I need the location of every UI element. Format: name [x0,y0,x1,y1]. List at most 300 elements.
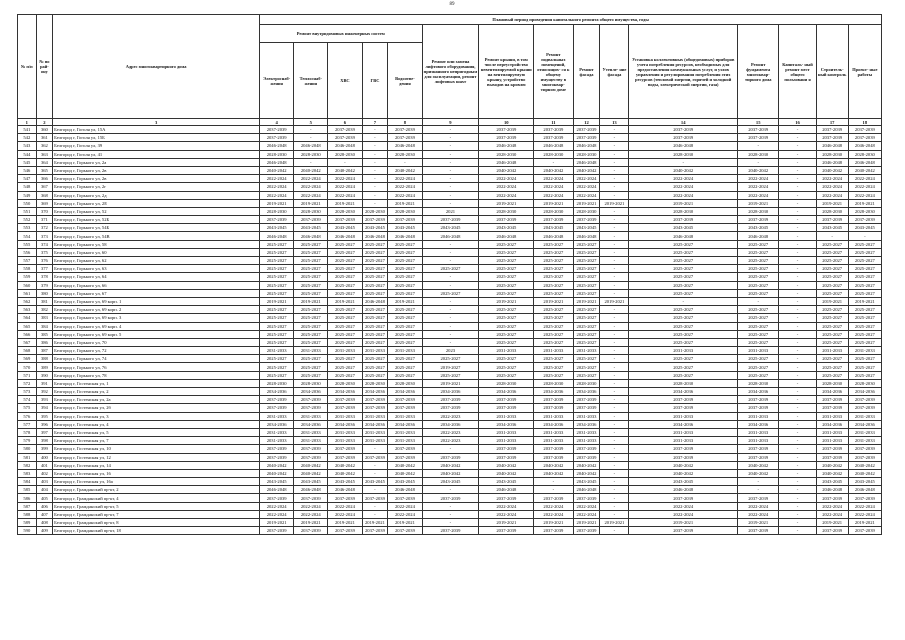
table-cell: 2025-2027 [260,355,294,363]
table-cell: 2025-2027 [848,330,881,338]
table-cell: 2037-2039 [848,445,881,453]
table-cell: 402 [36,469,53,477]
table-cell: 547 [18,175,37,183]
table-cell: 2043-2045 [816,478,848,486]
table-cell: 2046-2048 [388,486,422,494]
column-number: 9 [422,119,479,126]
table-cell: 2037-2039 [260,126,294,134]
table-cell: 551 [18,207,37,215]
table-cell: 2040-2042 [422,461,479,469]
table-cell: 2022-2024 [260,175,294,183]
table-cell: 383 [36,314,53,322]
table-cell: 561 [18,289,37,297]
column-number: 2 [36,119,53,126]
table-row [18,347,882,355]
table-cell: 2025-2027 [573,355,600,363]
table-cell: 2046-2048 [848,142,881,150]
table-cell: 2040-2042 [388,166,422,174]
table-cell: 2025-2027 [848,281,881,289]
table-cell: 2043-2045 [388,478,422,486]
table-body [18,126,882,535]
table-cell: 2025-2027 [294,265,328,273]
table-cell: - [600,363,629,371]
table-cell: 2022-2024 [294,502,328,510]
table-cell: 2028-2030 [362,207,388,215]
table-cell: 2022-2024 [848,502,881,510]
table-cell: 2025-2027 [479,330,534,338]
table-cell: 541 [18,126,37,134]
table-cell: 2025-2027 [260,322,294,330]
table-cell: 2037-2039 [328,494,362,502]
table-row [18,322,882,330]
table-cell: 384 [36,322,53,330]
table-cell: - [600,232,629,240]
table-cell: 2034-2036 [328,420,362,428]
table-cell: 2037-2039 [816,445,848,453]
table-cell: 2025-2027 [573,338,600,346]
table-cell: 2037-2039 [629,445,738,453]
table-cell: - [422,134,479,142]
table-cell: 2019-2021 [260,199,294,207]
table-row [18,281,882,289]
table-cell: 2025-2027 [534,257,573,265]
table-cell: 2031-2033 [362,428,388,436]
table-cell: 2028-2030 [388,207,422,215]
table-cell: 2025-2027 [362,330,388,338]
table-cell: 2028-2030 [738,379,779,387]
table-cell: 583 [18,469,37,477]
table-row [18,494,882,502]
table-cell: 2025-2027 [260,371,294,379]
table-cell: - [600,445,629,453]
table-cell: 2022-2024 [848,510,881,518]
table-cell: 2022-2024 [573,183,600,191]
table-cell: 2040-2042 [422,469,479,477]
table-cell: - [362,126,388,134]
table-cell: - [422,306,479,314]
table-cell: 2025-2027 [422,265,479,273]
table-cell: 2043-2045 [848,224,881,232]
table-cell: 369 [36,199,53,207]
table-cell: 554 [18,232,37,240]
table-cell: 2037-2039 [848,126,881,134]
table-cell: 2031-2033 [848,437,881,445]
table-cell: - [738,297,779,305]
table-cell: 2031-2033 [260,412,294,420]
table-cell: 2037-2039 [479,494,534,502]
table-cell: - [600,224,629,232]
table-cell: 2037-2039 [479,445,534,453]
table-cell: 2037-2039 [534,494,573,502]
table-cell: 2025-2027 [479,314,534,322]
table-cell: 2025-2027 [816,338,848,346]
table-cell: 2037-2039 [738,453,779,461]
table-cell: - [422,297,479,305]
table-cell: 2037-2039 [629,453,738,461]
table-cell: 2037-2039 [388,445,422,453]
table-cell: 2031-2033 [260,428,294,436]
table-cell: 2031-2033 [629,428,738,436]
table-cell: 2025-2027 [260,330,294,338]
table-cell: 2025-2027 [328,322,362,330]
table-cell: 2031-2033 [294,437,328,445]
table-cell: - [294,134,328,142]
address-cell: Белгород г, Горького ул, 2д [53,191,260,199]
table-row [18,396,882,404]
table-cell: 2037-2039 [816,134,848,142]
table-cell: - [600,306,629,314]
table-cell: 2031-2033 [629,347,738,355]
table-row [18,248,882,256]
table-cell: 545 [18,158,37,166]
table-cell: 2028-2030 [479,150,534,158]
table-cell: - [362,469,388,477]
table-cell: 2025-2027 [629,273,738,281]
table-cell: 2037-2039 [816,453,848,461]
table-cell: - [362,150,388,158]
table-cell: 2025-2027 [362,355,388,363]
address-cell: Белгород г, Гостенская ул, 14 [53,461,260,469]
table-cell: 2037-2039 [738,527,779,535]
table-cell: 2019-2021 [573,519,600,527]
table-cell: 2025-2027 [388,289,422,297]
table-cell: 2022-2024 [479,191,534,199]
table-cell: - [779,437,816,445]
table-cell: 2037-2039 [328,396,362,404]
table-cell: 2025-2027 [388,306,422,314]
table-cell: - [779,420,816,428]
table-cell: 2025-2027 [738,330,779,338]
table-cell: 2025-2027 [573,371,600,379]
table-cell: 2034-2036 [422,420,479,428]
table-cell: 2025-2027 [816,306,848,314]
table-cell: 2025-2027 [294,248,328,256]
table-cell: 2025-2027 [534,355,573,363]
table-cell: 2025-2027 [328,273,362,281]
table-cell: 2034-2036 [848,388,881,396]
table-cell: 368 [36,191,53,199]
table-cell: 2037-2039 [573,453,600,461]
table-cell: 2046-2048 [479,486,534,494]
table-cell: 2046-2048 [294,486,328,494]
table-cell: 2019-2021 [600,297,629,305]
table-cell: 576 [18,412,37,420]
table-cell: 2019-2021 [573,297,600,305]
table-cell: - [362,191,388,199]
table-cell: 372 [36,224,53,232]
table-cell: 2043-2045 [362,478,388,486]
column-number: 6 [328,119,362,126]
table-cell: 2025-2027 [388,371,422,379]
table-cell: 374 [36,240,53,248]
table-cell: 2037-2039 [328,134,362,142]
table-cell: 366 [36,175,53,183]
table-cell: 565 [18,322,37,330]
column-number: 5 [294,119,328,126]
table-cell: 2022-2024 [260,183,294,191]
table-cell: 2046-2048 [388,232,422,240]
table-cell: - [600,494,629,502]
table-cell: 389 [36,363,53,371]
table-cell: - [779,453,816,461]
address-cell: Белгород г, Горького ул, 69 корп. 3 [53,314,260,322]
table-cell: - [738,486,779,494]
table-cell: 2025-2027 [848,289,881,297]
table-cell: 2040-2042 [573,461,600,469]
table-cell: 2025-2027 [816,371,848,379]
table-cell: 2025-2027 [534,265,573,273]
table-cell: 2046-2048 [816,158,848,166]
col-header-electric: Электроснаб- жения [260,43,294,119]
table-cell: 2025-2027 [388,355,422,363]
column-number: 15 [738,119,779,126]
table-cell: 2031-2033 [816,412,848,420]
table-cell: - [738,142,779,150]
table-cell: 2025-2027 [294,281,328,289]
col-header-meters: Установка коллективных (общедомовых) приборов учета потребления ресурсов, необходимых для предоставления коммунальных услуг, и узлов управления и регулирования потребления этих ресурсов (тепловой энергии, горячей и холодной воды, электрической энергии, газа) [629,25,738,119]
table-cell: 2025-2027 [479,322,534,330]
table-cell: 2040-2042 [388,469,422,477]
table-cell: 2037-2039 [362,453,388,461]
table-cell: 376 [36,257,53,265]
table-cell: 2025-2027 [260,314,294,322]
table-cell: 2031-2033 [534,428,573,436]
table-cell: 552 [18,216,37,224]
table-cell: 2037-2039 [573,126,600,134]
table-cell: 2028-2030 [816,379,848,387]
table-cell: - [779,461,816,469]
table-cell: 2037-2039 [816,396,848,404]
table-cell: 2034-2036 [479,420,534,428]
table-cell: 2040-2042 [848,166,881,174]
table-cell: - [600,183,629,191]
table-cell: 2028-2030 [294,207,328,215]
table-cell: 2022-2024 [629,510,738,518]
table-cell: 2046-2048 [260,486,294,494]
table-cell: 2037-2039 [479,453,534,461]
address-cell: Белгород г, Горького ул, 2в [53,175,260,183]
table-cell: - [422,322,479,330]
table-cell: 2040-2042 [573,469,600,477]
address-cell: Белгород г, Гостенская ул, 1 [53,379,260,387]
table-cell: 2037-2039 [629,134,738,142]
table-cell: 2025-2027 [738,240,779,248]
table-cell: 2025-2027 [260,363,294,371]
table-cell: 2025-2027 [479,306,534,314]
table-row [18,437,882,445]
table-cell: 2022-2024 [534,191,573,199]
table-cell: 2037-2039 [629,396,738,404]
table-cell: 2046-2048 [260,142,294,150]
table-cell: 2022-2024 [848,191,881,199]
table-cell: 2034-2036 [738,388,779,396]
table-cell: 2028-2030 [534,207,573,215]
table-cell: 2025-2027 [738,355,779,363]
column-number: 7 [362,119,388,126]
table-cell: 2031-2033 [362,412,388,420]
table-cell: 2025-2027 [260,306,294,314]
table-cell: 2034-2036 [629,420,738,428]
address-cell: Белгород г, Горького ул, 78 [53,371,260,379]
table-cell: 2025-2027 [738,363,779,371]
table-cell: 393 [36,396,53,404]
table-cell: 2037-2039 [573,216,600,224]
table-row [18,445,882,453]
table-cell: 2034-2036 [362,388,388,396]
table-cell: 2028-2030 [362,379,388,387]
address-cell: Белгород г, Горького ул, 66 [53,281,260,289]
table-cell: 2025-2027 [629,314,738,322]
table-cell: 2022-2024 [388,183,422,191]
table-cell: 2037-2039 [294,527,328,535]
table-cell: - [600,502,629,510]
table-cell: 2025-2027 [328,355,362,363]
col-header-elevator: Ремонт или замена лифтового оборудования, признанного непригодным для эксплуатации, ремонт лифтовых шахт [422,25,479,119]
table-cell: 388 [36,355,53,363]
table-cell: 2022-2024 [294,510,328,518]
table-cell: 2031-2033 [573,428,600,436]
table-cell: 2037-2039 [816,494,848,502]
table-cell: 2025-2027 [479,355,534,363]
table-cell: - [600,175,629,183]
table-cell: 2040-2042 [534,166,573,174]
col-header-cold-water: ХВС [328,43,362,119]
table-cell: 590 [18,527,37,535]
table-cell: 2019-2021 [738,199,779,207]
table-row [18,257,882,265]
table-cell: 2019-2021 [534,199,573,207]
table-cell: 2025-2027 [479,273,534,281]
table-cell: 2025-2027 [388,322,422,330]
table-cell: 2025-2027 [738,289,779,297]
table-cell: - [779,510,816,518]
table-cell: 2043-2045 [738,224,779,232]
table-cell: 2037-2039 [629,126,738,134]
table-cell: 2046-2048 [573,158,600,166]
table-cell: 2023 [422,347,479,355]
table-cell: - [422,273,479,281]
table-cell: 378 [36,273,53,281]
table-cell: 400 [36,453,53,461]
table-cell: - [600,240,629,248]
table-cell: 2037-2039 [260,453,294,461]
table-cell: - [600,396,629,404]
table-cell: 2037-2039 [388,527,422,535]
table-cell: 2031-2033 [534,437,573,445]
table-cell: 2019-2021 [294,199,328,207]
table-cell: 2025-2027 [328,314,362,322]
table-cell: - [738,478,779,486]
table-cell: 2025-2027 [573,289,600,297]
table-cell: 2022-2024 [479,510,534,518]
table-row [18,297,882,305]
table-cell: - [779,150,816,158]
table-cell: 2025-2027 [534,330,573,338]
table-cell: - [422,175,479,183]
table-cell: - [779,248,816,256]
address-cell: Белгород г, Горького ул, 62 [53,257,260,265]
table-cell: 2025-2027 [534,338,573,346]
table-cell: 2040-2042 [388,461,422,469]
table-cell: 2025-2027 [629,257,738,265]
table-cell: 2040-2042 [328,469,362,477]
table-cell: 2031-2033 [388,437,422,445]
table-cell: 560 [18,281,37,289]
table-row [18,338,882,346]
table-cell: 2031-2033 [328,412,362,420]
table-cell: 2040-2042 [738,166,779,174]
table-cell: 2025-2027 [816,281,848,289]
table-cell: 2046-2048 [573,142,600,150]
table-cell: 2019-2021 [479,519,534,527]
table-cell: 2022-2024 [573,502,600,510]
table-row [18,142,882,150]
table-cell: 2025-2027 [294,289,328,297]
address-cell: Белгород г, Гражданский пр-кт, 7 [53,510,260,518]
table-cell: 2025-2027 [738,338,779,346]
table-cell: 2037-2039 [328,216,362,224]
table-cell: - [600,273,629,281]
table-cell: 395 [36,412,53,420]
table-cell: 562 [18,297,37,305]
table-cell: 398 [36,437,53,445]
col-header-facade: Ремонт фасада [573,25,600,119]
table-cell: 2037-2039 [388,453,422,461]
table-cell: 2037-2039 [573,134,600,142]
table-row [18,175,882,183]
table-cell: 2031-2033 [479,412,534,420]
table-cell: 2025-2027 [294,371,328,379]
table-cell: 2025-2027 [294,257,328,265]
table-row [18,510,882,518]
table-cell: 2022-2024 [328,502,362,510]
table-cell: - [779,519,816,527]
table-cell: - [629,158,738,166]
table-cell: - [600,330,629,338]
table-cell: 2022-2024 [328,510,362,518]
table-cell: 365 [36,166,53,174]
table-cell: 2040-2042 [738,469,779,477]
table-cell: 2022-2024 [328,183,362,191]
table-cell: 2046-2048 [388,142,422,150]
table-cell: 2022-2024 [479,183,534,191]
table-cell: 2037-2039 [738,396,779,404]
table-cell: 2037-2039 [629,494,738,502]
table-cell: 2028-2030 [573,207,600,215]
table-cell: 2025-2027 [328,281,362,289]
table-cell: 2025-2027 [422,289,479,297]
table-cell: 568 [18,347,37,355]
table-cell: 2022-2024 [260,191,294,199]
table-cell: - [600,420,629,428]
table-cell: 385 [36,330,53,338]
table-cell: 2025-2027 [738,314,779,322]
table-cell: 588 [18,510,37,518]
table-cell: 2022-2024 [816,502,848,510]
table-cell: 2025-2027 [629,306,738,314]
table-row [18,216,882,224]
table-cell: 2031-2033 [629,412,738,420]
table-cell: 2025-2027 [388,363,422,371]
table-cell: 2040-2042 [260,461,294,469]
table-cell: 2043-2045 [573,478,600,486]
table-cell: 2019-2021 [816,519,848,527]
table-cell: 2031-2033 [816,347,848,355]
table-cell: - [362,158,388,166]
table-cell: 2046-2048 [260,158,294,166]
table-cell: - [362,199,388,207]
table-cell: 2025-2027 [260,248,294,256]
